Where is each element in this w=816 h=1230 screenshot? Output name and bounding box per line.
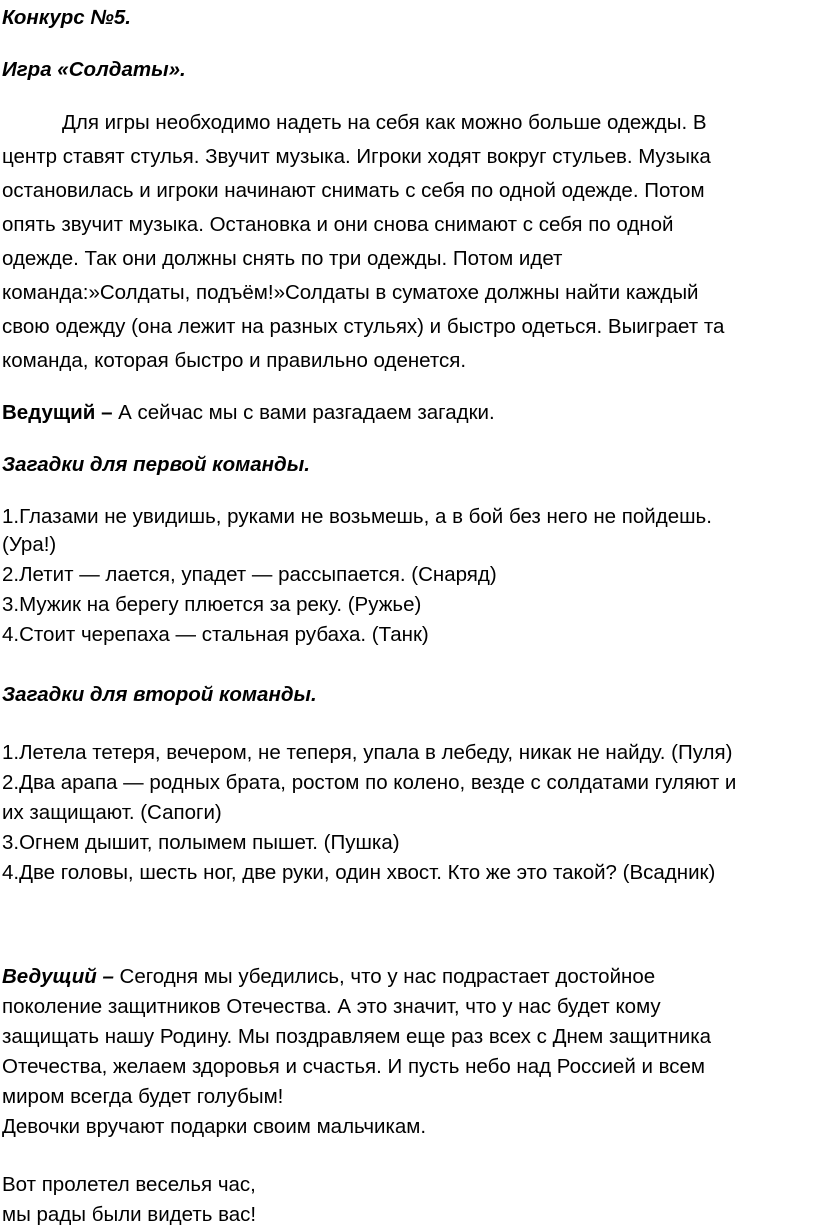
paragraph-line: опять звучит музыка. Остановка и они снова снимают с себя по одной — [2, 213, 674, 236]
host-speech: Сегодня мы убедились, что у нас подрастает достойное — [113, 965, 656, 988]
host-speech: А сейчас мы с вами разгадаем загадки. — [112, 401, 495, 424]
list-item: 4.Стоит черепаха — стальная рубаха. (Танк) — [2, 623, 429, 646]
paragraph-line: Для игры необходимо надеть на себя как можно больше одежды. В — [62, 111, 707, 134]
list-item: 3.Мужик на берегу плюется за реку. (Ружье) — [2, 593, 422, 616]
paragraph-line: свою одежду (она лежит на разных стульях) и быстро одеться. Выиграет та — [2, 315, 725, 338]
game-title: Игра «Солдаты». — [2, 58, 186, 81]
paragraph-line: команда:»Солдаты, подъём!»Солдаты в суматохе должны найти каждый — [2, 281, 699, 304]
paragraph-line: остановилась и игроки начинают снимать с себя по одной одежде. Потом — [2, 179, 705, 202]
paragraph-line: одежде. Так они должны снять по три одежды. Потом идет — [2, 247, 563, 270]
riddles-team-2-heading: Загадки для второй команды. — [2, 683, 317, 706]
list-item: 1.Глазами не увидишь, руками не возьмешь, а в бой без него не пойдешь. — [2, 505, 712, 528]
host-speaker-label: Ведущий – — [2, 965, 114, 988]
host-line-riddles — [2, 401, 495, 425]
paragraph-line: защищать нашу Родину. Мы поздравляем еще раз всех с Днем защитника — [2, 1025, 712, 1048]
list-item: их защищают. (Сапоги) — [2, 801, 222, 824]
poem-line: Вот пролетел веселья час, — [2, 1173, 256, 1196]
paragraph-line: центр ставят стулья. Звучит музыка. Игроки ходят вокруг стульев. Музыка — [2, 145, 711, 168]
gifts-line: Девочки вручают подарки своим мальчикам. — [2, 1115, 427, 1138]
list-item: 4.Две головы, шесть ног, две руки, один хвост. Кто же это такой? (Всадник) — [2, 861, 716, 884]
list-item: 2.Два арапа — родных брата, ростом по колено, везде с солдатами гуляют и — [2, 771, 737, 794]
list-item: 3.Огнем дышит, полымем пышет. (Пушка) — [2, 831, 400, 854]
host-speaker-label: Ведущий – — [2, 401, 113, 424]
contest-heading: Конкурс №5. — [2, 6, 131, 29]
paragraph-line: команда, которая быстро и правильно оденется. — [2, 349, 467, 372]
paragraph-line: миром всегда будет голубым! — [2, 1085, 284, 1108]
host-line-closing — [2, 965, 655, 989]
list-item: (Ура!) — [2, 533, 57, 556]
list-item: 1.Летела тетеря, вечером, не теперя, упала в лебеду, никак не найду. (Пуля) — [2, 741, 733, 764]
riddles-team-1-heading: Загадки для первой команды. — [2, 453, 310, 476]
list-item: 2.Летит — лается, упадет — рассыпается. (Снаряд) — [2, 563, 497, 586]
paragraph-line: Отечества, желаем здоровья и счастья. И пусть небо над Россией и всем — [2, 1055, 706, 1078]
poem-line: мы рады были видеть вас! — [2, 1203, 257, 1226]
paragraph-line: поколение защитников Отечества. А это значит, что у нас будет кому — [2, 995, 661, 1018]
